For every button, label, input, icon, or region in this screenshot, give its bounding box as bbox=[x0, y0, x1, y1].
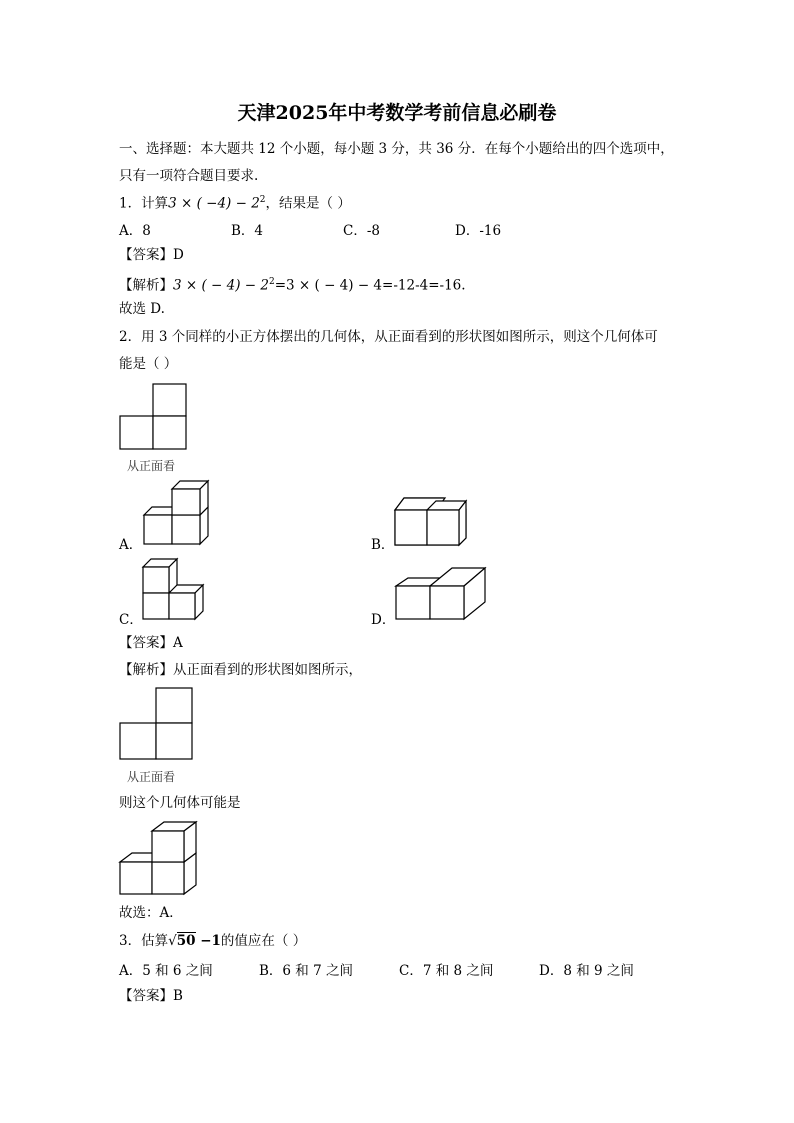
q2-answer: 【答案】A bbox=[119, 635, 183, 651]
q2-option-c-label: C． bbox=[119, 612, 143, 628]
q3-option-d: D．8 和 9 之间 bbox=[539, 963, 634, 979]
q1-analysis bbox=[119, 273, 466, 295]
q3-stem-suffix: 的值应在（ ） bbox=[220, 933, 307, 949]
q2-solution-figure bbox=[120, 821, 200, 897]
q1-analysis-exp: 2 bbox=[268, 277, 275, 287]
section-intro-line1: 一、选择题：本大题共 12 个小题，每小题 3 分，共 36 分．在每个小题给出的四个选项中， bbox=[119, 141, 674, 157]
q2-stem-line2: 能是（ ） bbox=[119, 356, 178, 372]
q1-exponent: 2 bbox=[259, 195, 266, 205]
q1-option-c: C．-8 bbox=[343, 223, 380, 239]
q1-option-d: D．-16 bbox=[455, 223, 502, 239]
q1-stem-suffix: ，结果是（ ） bbox=[265, 195, 351, 212]
q2-option-d-figure bbox=[396, 566, 488, 622]
q2-analysis-text2: 则这个几何体可能是 bbox=[119, 795, 241, 811]
q2-analysis: 【解析】从正面看到的形状图如图所示， bbox=[119, 662, 362, 678]
q3-option-c: C．7 和 8 之间 bbox=[399, 963, 494, 979]
q3-sqrt-sign: √ bbox=[168, 933, 177, 949]
q1-stem bbox=[119, 191, 351, 213]
q2-analysis-caption: 从正面看 bbox=[127, 770, 176, 784]
q1-analysis-expr: 3 × ( − 4) − 2 bbox=[173, 277, 269, 294]
q1-answer: 【答案】D bbox=[119, 247, 184, 263]
q1-expression: 3 × ( −4) − 2 bbox=[168, 195, 260, 212]
q3-option-b: B．6 和 7 之间 bbox=[259, 963, 353, 979]
q2-front-view-figure bbox=[120, 384, 190, 452]
q3-option-a: A．5 和 6 之间 bbox=[119, 963, 213, 979]
q1-option-a: A．8 bbox=[119, 223, 151, 239]
page-title: 天津2025年中考数学考前信息必刷卷 bbox=[237, 102, 557, 124]
q2-option-a-label: A． bbox=[119, 537, 143, 553]
q3-stem-prefix: 3．估算 bbox=[119, 933, 169, 949]
q1-option-b: B．4 bbox=[231, 223, 264, 239]
q2-option-a-figure bbox=[144, 480, 214, 546]
q2-front-view-caption: 从正面看 bbox=[127, 459, 176, 473]
q2-option-b-figure bbox=[395, 496, 469, 548]
q1-conclusion: 故选 D. bbox=[119, 301, 165, 317]
q2-stem-line1: 2．用 3 个同样的小正方体摆出的几何体，从正面看到的形状图如图所示，则这个几何体可 bbox=[119, 329, 658, 345]
q2-option-c-figure bbox=[143, 558, 209, 622]
q2-option-d-label: D． bbox=[371, 612, 396, 628]
q3-radicand: 50 bbox=[176, 933, 196, 949]
q3-stem bbox=[119, 932, 306, 950]
q1-analysis-label: 【解析】 bbox=[119, 277, 173, 294]
section-intro-line2: 只有一项符合题目要求. bbox=[119, 168, 259, 184]
q3-answer: 【答案】B bbox=[119, 988, 183, 1004]
q1-stem-prefix: 1．计算 bbox=[119, 195, 169, 212]
q2-analysis-front-view-figure bbox=[120, 688, 196, 762]
q2-conclusion: 故选：A． bbox=[119, 905, 183, 921]
q3-minus-one: −1 bbox=[195, 933, 221, 949]
q1-analysis-rest: =3 × ( − 4) − 4=-12-4=-16. bbox=[274, 277, 466, 294]
q2-option-b-label: B． bbox=[371, 537, 395, 553]
